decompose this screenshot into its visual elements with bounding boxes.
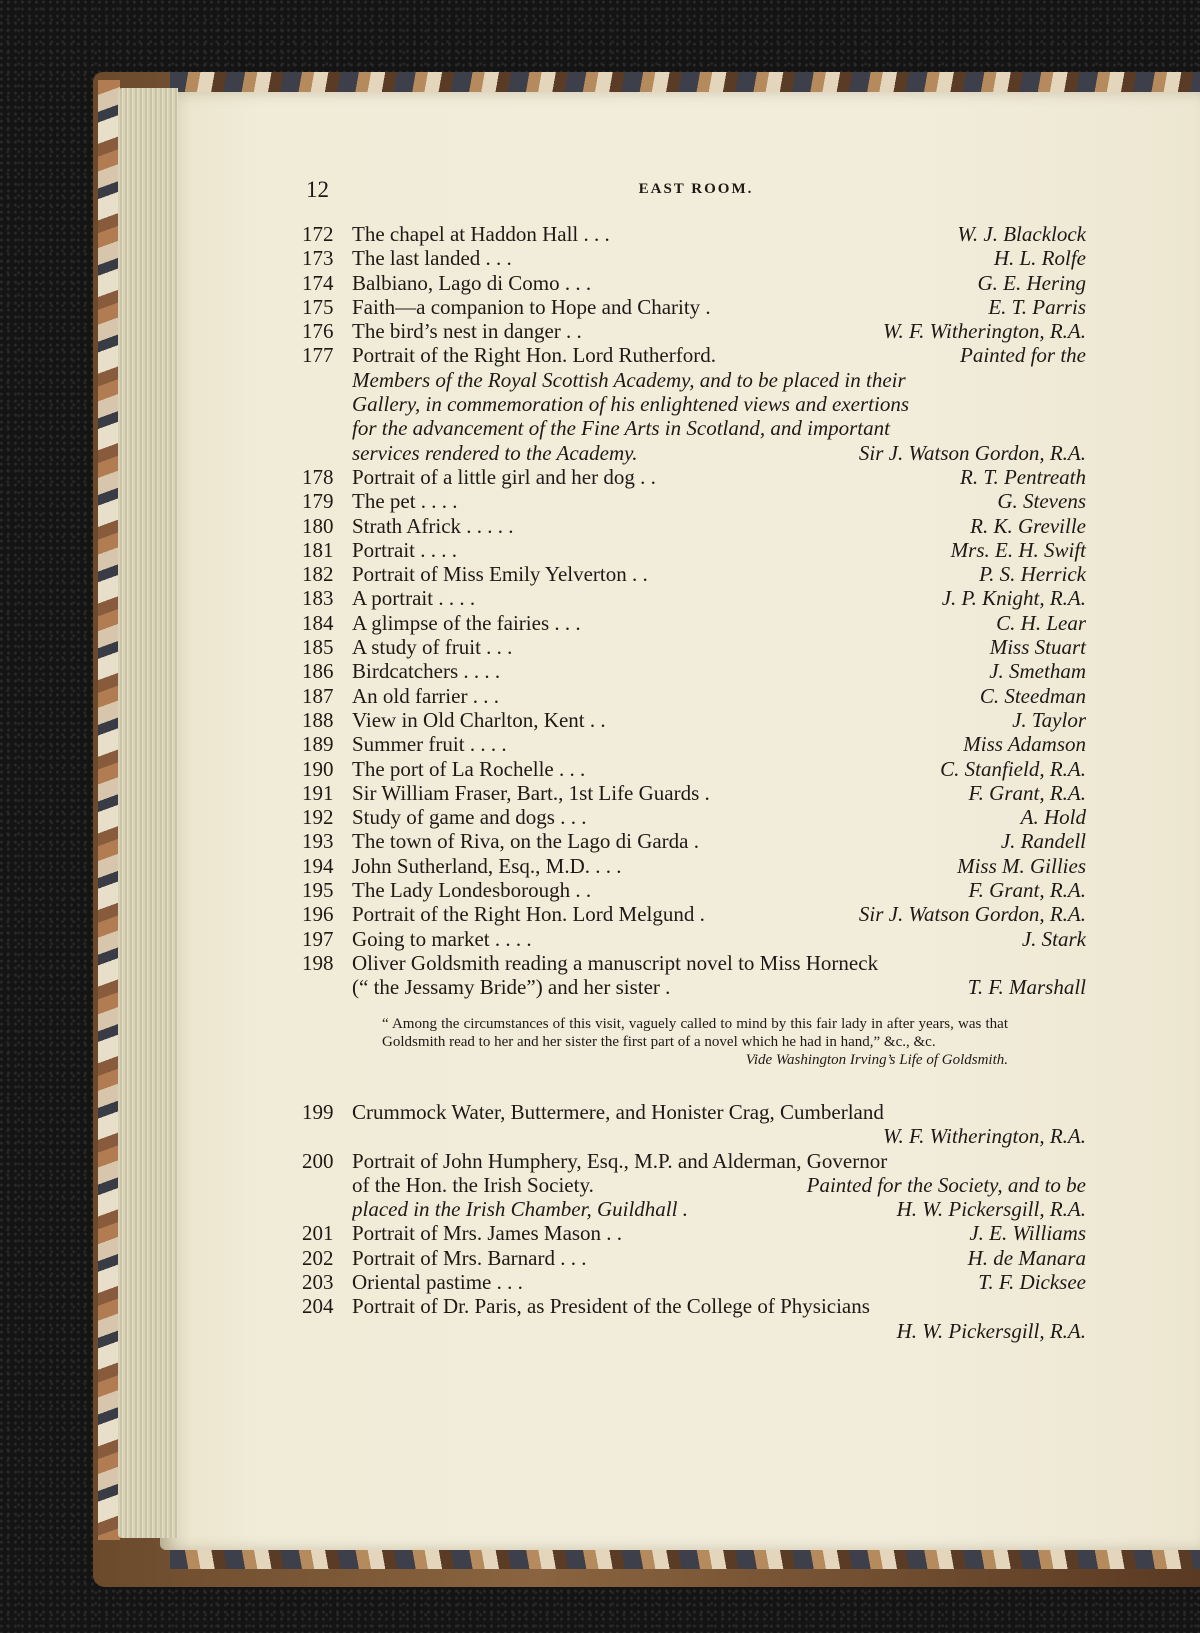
entry-number: 179 <box>302 489 334 514</box>
entry-title: An old farrier . . . <box>352 683 499 708</box>
entry-title: The bird’s nest in danger . . <box>352 319 582 344</box>
entry-number: 199 <box>302 1100 334 1124</box>
entry-title: A glimpse of the fairies . . . <box>352 610 581 635</box>
catalogue-row <box>302 222 1086 246</box>
catalogue-row <box>302 635 1086 659</box>
catalogue-row <box>302 805 1086 829</box>
entry-number: 186 <box>302 659 334 684</box>
entry-number: 202 <box>302 1245 334 1270</box>
catalogue-row <box>302 1100 1086 1124</box>
catalogue-row <box>302 416 1086 440</box>
entry-title: The pet . . . . <box>352 489 458 514</box>
entry-number: 195 <box>302 878 334 903</box>
entry-artist: W. F. Witherington, R.A. <box>882 319 1086 344</box>
entry-title: The last landed . . . <box>352 246 512 271</box>
entry-artist: Painted for the <box>960 343 1086 368</box>
catalogue-row <box>302 829 1086 853</box>
entry-artist: T. F. Marshall <box>967 975 1086 1000</box>
entry-title: The port of La Rochelle . . . <box>352 756 586 781</box>
entry-artist: J. Smetham <box>989 659 1086 684</box>
entry-number: 172 <box>302 222 334 246</box>
entry-title: Portrait of the Right Hon. Lord Rutherford. <box>352 343 716 368</box>
entry-artist: Sir J. Watson Gordon, R.A. <box>858 440 1086 465</box>
catalogue-row <box>302 295 1086 319</box>
catalogue-row <box>302 489 1086 513</box>
entry-artist: Painted for the Society, and to be <box>806 1172 1086 1197</box>
catalogue-row <box>302 538 1086 562</box>
entry-number: 173 <box>302 246 334 271</box>
quotation-attribution: Vide Washington Irving’s Life of Goldsmith. <box>745 1052 1008 1068</box>
entry-number: 181 <box>302 537 334 562</box>
marbled-bottom-band <box>170 1547 1200 1569</box>
entry-number: 174 <box>302 270 334 295</box>
entry-artist: R. T. Pentreath <box>960 464 1086 489</box>
catalogue-row <box>302 514 1086 538</box>
catalogue-row <box>302 878 1086 902</box>
catalogue-row <box>302 854 1086 878</box>
catalogue-row <box>302 659 1086 683</box>
entry-title: Oliver Goldsmith reading a manuscript novel to Miss Horneck <box>352 950 879 975</box>
catalogue-row <box>302 757 1086 781</box>
entry-number: 175 <box>302 294 334 319</box>
catalogue-row <box>302 319 1086 343</box>
catalogue-row <box>302 732 1086 756</box>
entry-title: Study of game and dogs . . . <box>352 805 587 830</box>
entry-number: 183 <box>302 586 334 611</box>
entry-title: John Sutherland, Esq., M.D. . . . <box>352 853 622 878</box>
entry-number: 203 <box>302 1270 334 1295</box>
entry-number: 194 <box>302 853 334 878</box>
entry-artist: G. Stevens <box>997 489 1086 514</box>
entry-artist: J. Stark <box>1021 926 1086 951</box>
entry-artist: H. de Manara <box>967 1245 1086 1270</box>
entry-title: Balbiano, Lago di Como . . . <box>352 270 592 295</box>
entry-title: The chapel at Haddon Hall . . . <box>352 222 610 246</box>
catalogue-row <box>302 1270 1086 1294</box>
entry-title: Oriental pastime . . . <box>352 1270 523 1295</box>
entry-number: 180 <box>302 513 334 538</box>
entry-artist: Miss M. Gillies <box>957 853 1086 878</box>
page-header <box>306 177 1086 205</box>
catalogue-row <box>302 1246 1086 1270</box>
entry-title: The Lady Londesborough . . <box>352 878 592 903</box>
entry-title: View in Old Charlton, Kent . . <box>352 707 606 732</box>
catalogue-row <box>302 465 1086 489</box>
entry-title: Sir William Fraser, Bart., 1st Life Guards . <box>352 780 710 805</box>
entry-title: Portrait of the Right Hon. Lord Melgund . <box>352 902 705 927</box>
entry-number: 193 <box>302 829 334 854</box>
entry-title: services rendered to the Academy. <box>352 440 638 465</box>
entry-artist: Miss Stuart <box>989 635 1086 660</box>
entry-artist: H. L. Rolfe <box>993 246 1086 271</box>
entry-artist: H. W. Pickersgill, R.A. <box>896 1197 1086 1222</box>
catalogue-row <box>302 951 1086 975</box>
catalogue-row <box>302 611 1086 635</box>
entry-title: The town of Riva, on the Lago di Garda . <box>352 829 699 854</box>
entry-title: A study of fruit . . . <box>352 635 513 660</box>
marbled-edge <box>98 80 120 1540</box>
catalogue-row <box>302 902 1086 926</box>
entry-title: Portrait of Miss Emily Yelverton . . <box>352 562 648 587</box>
entry-artist: G. E. Hering <box>977 270 1086 295</box>
entry-artist: C. Steedman <box>979 683 1086 708</box>
entry-number: 187 <box>302 683 334 708</box>
entry-artist: H. W. Pickersgill, R.A. <box>896 1318 1086 1343</box>
entry-artist: T. F. Dicksee <box>978 1270 1086 1295</box>
entry-number: 188 <box>302 707 334 732</box>
catalogue-row <box>302 1319 1086 1343</box>
catalogue-row <box>302 975 1086 999</box>
entry-number: 177 <box>302 343 334 368</box>
catalogue-row <box>302 562 1086 586</box>
catalogue-row <box>302 1197 1086 1221</box>
catalogue-row <box>302 343 1086 367</box>
catalogue-row <box>302 927 1086 951</box>
catalogue-row <box>302 271 1086 295</box>
page-number: 12 <box>306 177 329 202</box>
entry-artist: Miss Adamson <box>963 732 1086 757</box>
catalogue-row <box>302 1173 1086 1197</box>
entry-title: A portrait . . . . <box>352 586 476 611</box>
entry-number: 197 <box>302 926 334 951</box>
entry-artist: A. Hold <box>1020 805 1086 830</box>
entry-title: Portrait of John Humphery, Esq., M.P. and Alderman, Governor <box>352 1148 888 1173</box>
entry-title: (“ the Jessamy Bride”) and her sister . <box>352 975 671 1000</box>
entry-artist: W. J. Blacklock <box>957 222 1086 246</box>
entry-title: Going to market . . . . <box>352 926 532 951</box>
catalogue-row <box>302 246 1086 270</box>
entry-title: Portrait of Dr. Paris, as President of the College of Physicians <box>352 1294 870 1319</box>
entry-artist: Sir J. Watson Gordon, R.A. <box>858 902 1086 927</box>
catalogue-row <box>302 1294 1086 1318</box>
page-edges <box>118 88 178 1538</box>
entry-number: 196 <box>302 902 334 927</box>
entry-artist: J. Randell <box>1000 829 1086 854</box>
entry-title: Crummock Water, Buttermere, and Honister Crag, Cumberland <box>352 1100 884 1124</box>
entry-number: 176 <box>302 319 334 344</box>
entry-title: Strath Africk . . . . . <box>352 513 514 538</box>
entry-artist: Mrs. E. H. Swift <box>950 537 1086 562</box>
catalogue-row <box>302 392 1086 416</box>
entry-artist: J. P. Knight, R.A. <box>941 586 1086 611</box>
entry-number: 178 <box>302 464 334 489</box>
catalogue-row <box>302 441 1086 465</box>
catalogue-row <box>302 684 1086 708</box>
entry-title: Members of the Royal Scottish Academy, and to be placed in their <box>352 367 906 392</box>
catalogue-row <box>302 708 1086 732</box>
entry-title: Summer fruit . . . . <box>352 732 507 757</box>
entry-artist: J. Taylor <box>1012 707 1086 732</box>
entry-title: of the Hon. the Irish Society. <box>352 1172 594 1197</box>
entry-title: Portrait of Mrs. James Mason . . <box>352 1221 623 1246</box>
entry-artist: R. K. Greville <box>970 513 1086 538</box>
entry-artist: J. E. Williams <box>969 1221 1086 1246</box>
entry-title: Birdcatchers . . . . <box>352 659 501 684</box>
entry-title: placed in the Irish Chamber, Guildhall . <box>352 1197 688 1222</box>
entry-title: Gallery, in commemoration of his enlightened views and exertions <box>352 392 909 417</box>
quotation-block <box>382 1015 1008 1069</box>
entry-artist: C. H. Lear <box>996 610 1086 635</box>
entry-title: Portrait of Mrs. Barnard . . . <box>352 1245 587 1270</box>
entry-number: 192 <box>302 805 334 830</box>
entry-artist: P. S. Herrick <box>979 562 1086 587</box>
entry-title: for the advancement of the Fine Arts in Scotland, and important <box>352 416 890 441</box>
entry-artist: F. Grant, R.A. <box>968 878 1086 903</box>
catalogue-entries-continued <box>302 1100 1086 1343</box>
entry-title: Faith—a companion to Hope and Charity . <box>352 294 711 319</box>
catalogue-row <box>302 1149 1086 1173</box>
entry-number: 201 <box>302 1221 334 1246</box>
running-head: EAST ROOM. <box>638 181 754 197</box>
catalogue-row <box>302 1124 1086 1148</box>
entry-artist: C. Stanfield, R.A. <box>940 756 1086 781</box>
entry-artist: W. F. Witherington, R.A. <box>882 1124 1086 1149</box>
entry-artist: E. T. Parris <box>988 294 1086 319</box>
entry-number: 200 <box>302 1148 334 1173</box>
entry-title: Portrait . . . . <box>352 537 457 562</box>
catalogue-row <box>302 1221 1086 1245</box>
catalogue-row <box>302 368 1086 392</box>
entry-number: 189 <box>302 732 334 757</box>
entry-number: 184 <box>302 610 334 635</box>
catalogue-row <box>302 586 1086 610</box>
entry-number: 198 <box>302 950 334 975</box>
entry-artist: F. Grant, R.A. <box>968 780 1086 805</box>
entry-title: Portrait of a little girl and her dog . . <box>352 464 656 489</box>
entry-number: 191 <box>302 780 334 805</box>
entry-number: 204 <box>302 1294 334 1319</box>
entry-number: 185 <box>302 635 334 660</box>
entry-number: 182 <box>302 562 334 587</box>
catalogue-row <box>302 781 1086 805</box>
catalogue-entries <box>302 222 1086 1000</box>
entry-number: 190 <box>302 756 334 781</box>
quotation-text: “ Among the circumstances of this visit, vaguely called to mind by this fair lady in after years, was that Goldsmith read to her and her sister the first part of a novel which he had in hand,” &c., &c. <box>382 1016 1008 1050</box>
